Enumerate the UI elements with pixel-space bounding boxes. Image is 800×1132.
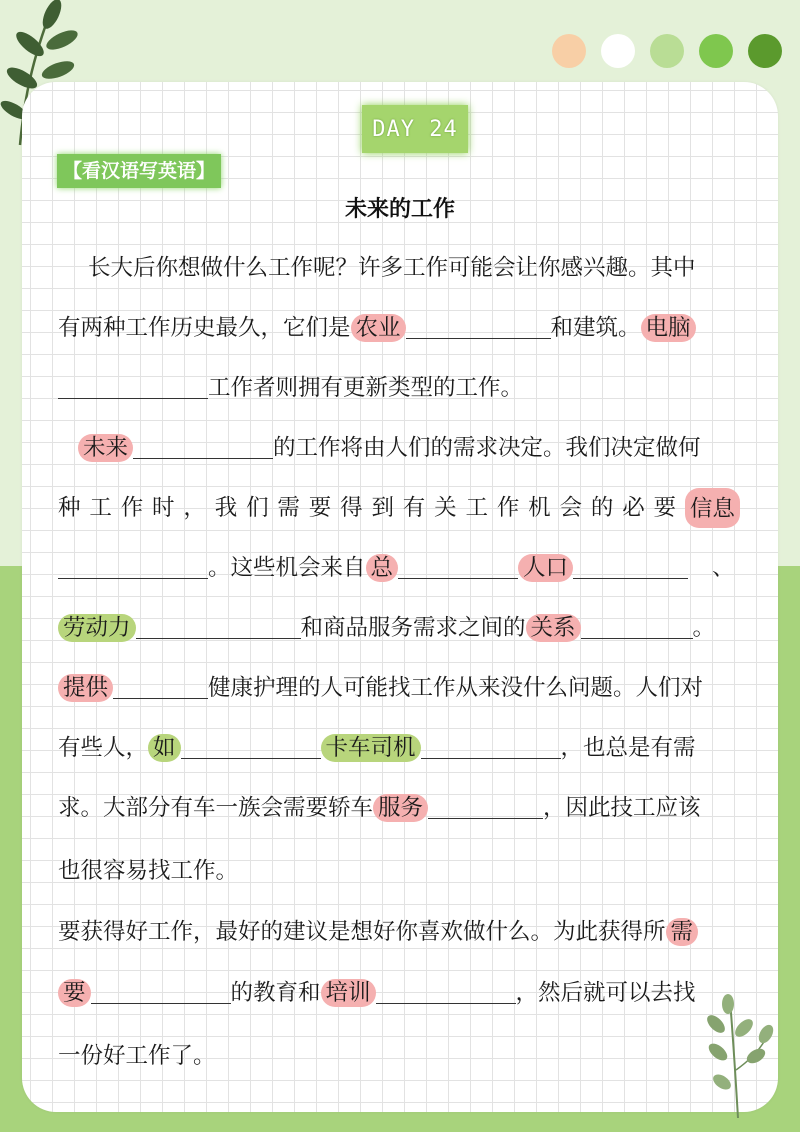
- char: 要: [308, 495, 332, 521]
- answer-blank[interactable]: [398, 550, 518, 579]
- keyword-highlight: 关系: [526, 614, 581, 642]
- answer-blank[interactable]: [573, 550, 688, 579]
- char: 要: [653, 495, 677, 521]
- keyword-highlight: 卡车司机: [321, 734, 421, 762]
- keyword-highlight: 总: [366, 554, 399, 582]
- keyword-highlight: 农业: [351, 314, 406, 342]
- passage-line-13: [58, 973, 740, 1013]
- char: 到: [371, 495, 394, 521]
- answer-blank[interactable]: [58, 550, 208, 579]
- passage-line-4: [58, 428, 740, 468]
- sprout-icon: [690, 990, 780, 1120]
- char: 的: [590, 495, 614, 521]
- text-segment: 和商品服务需求之间的: [300, 615, 526, 641]
- passage-line-1: [58, 248, 740, 288]
- text-segment: 有两种工作历史最久，它们是: [58, 315, 351, 341]
- keyword-highlight: 服务: [373, 794, 428, 822]
- char: 们: [246, 495, 269, 521]
- answer-blank[interactable]: [91, 975, 231, 1004]
- passage-line-12: [58, 912, 740, 952]
- char: 时: [152, 495, 175, 521]
- char: 作: [120, 495, 144, 521]
- char: 工: [89, 495, 112, 521]
- passage-line-6: [58, 548, 740, 588]
- answer-blank[interactable]: [58, 370, 208, 399]
- keyword-highlight: 要: [58, 979, 91, 1007]
- text-segment: 一份好工作了。: [58, 1043, 216, 1069]
- text-segment: ，然后就可以去找: [515, 980, 696, 1006]
- passage-line-14: [58, 1036, 740, 1076]
- text-segment: 健康护理的人可能找工作从来没什么问题。人们对: [208, 675, 704, 701]
- char: 需: [277, 495, 300, 521]
- text-segment: 和建筑。: [550, 315, 641, 341]
- answer-blank[interactable]: [581, 610, 693, 639]
- dot-green: [699, 34, 733, 68]
- char: 我: [214, 495, 238, 521]
- passage-line-8: [58, 668, 740, 708]
- section-tag: 【看汉语写英语】: [57, 154, 221, 188]
- keyword-highlight: 电脑: [641, 314, 696, 342]
- char: 工: [465, 495, 488, 521]
- text-segment: ，也总是有需: [560, 735, 696, 761]
- answer-blank[interactable]: [421, 730, 561, 759]
- passage-line-7: [58, 608, 740, 648]
- dot-light-green: [650, 34, 684, 68]
- answer-blank[interactable]: [376, 975, 516, 1004]
- text-segment: 的教育和: [230, 980, 321, 1006]
- char: 作: [496, 495, 520, 521]
- text-segment: 长大后你想做什么工作呢？许多工作可能会让你感兴趣。其中: [88, 255, 696, 281]
- day-badge: [362, 105, 468, 153]
- char: 得: [340, 495, 363, 521]
- passage-line-11: [58, 851, 740, 891]
- day-label: DAY 24: [372, 116, 458, 142]
- passage-line-2: [58, 308, 740, 348]
- text-segment: 。: [692, 615, 716, 641]
- text-segment: 也很容易找工作。: [58, 858, 239, 884]
- keyword-highlight: 劳动力: [58, 614, 136, 642]
- passage-line-10: [58, 788, 740, 828]
- text-segment: 有些人，: [58, 735, 149, 761]
- passage-title: 未来的工作: [344, 197, 455, 222]
- text-segment: 的工作将由人们的需求决定。我们决定做何: [273, 435, 701, 461]
- passage-line-9: [58, 728, 740, 768]
- answer-blank[interactable]: [136, 610, 301, 639]
- char: 必: [622, 495, 645, 521]
- keyword-highlight: 未来: [78, 434, 133, 462]
- keyword-highlight: 提供: [58, 674, 113, 702]
- text-segment: 要获得好工作，最好的建议是想好你喜欢做什么。为此获得所: [58, 919, 666, 945]
- text-segment: 求。大部分有车一族会需要轿车: [58, 795, 374, 821]
- keyword-highlight: 人口: [518, 554, 573, 582]
- char: 关: [434, 495, 457, 521]
- text-segment: 。这些机会来自: [208, 555, 366, 581]
- dot-peach: [552, 34, 586, 68]
- answer-blank[interactable]: [181, 730, 321, 759]
- text-segment: 、: [712, 555, 735, 581]
- char: 机: [528, 495, 551, 521]
- keyword-highlight: 如: [148, 734, 181, 762]
- answer-blank[interactable]: [113, 670, 208, 699]
- answer-blank[interactable]: [406, 310, 551, 339]
- char: 有: [402, 495, 426, 521]
- answer-blank[interactable]: [428, 790, 543, 819]
- char: 会: [559, 495, 583, 521]
- keyword-highlight: 培训: [321, 979, 376, 1007]
- dot-white: [601, 34, 635, 68]
- answer-blank[interactable]: [133, 430, 273, 459]
- char: 种: [58, 495, 81, 521]
- text-segment: 工作者则拥有更新类型的工作。: [208, 375, 524, 401]
- char: ，: [183, 495, 206, 521]
- keyword-highlight: 信息: [685, 488, 740, 528]
- dot-dark-green: [748, 34, 782, 68]
- keyword-highlight: 需: [666, 918, 699, 946]
- color-dots: [552, 34, 782, 68]
- passage-line-5: [58, 488, 740, 528]
- grid-card: [22, 82, 778, 1112]
- text-segment: ，因此技工应该: [543, 795, 701, 821]
- passage-line-3: [58, 368, 740, 408]
